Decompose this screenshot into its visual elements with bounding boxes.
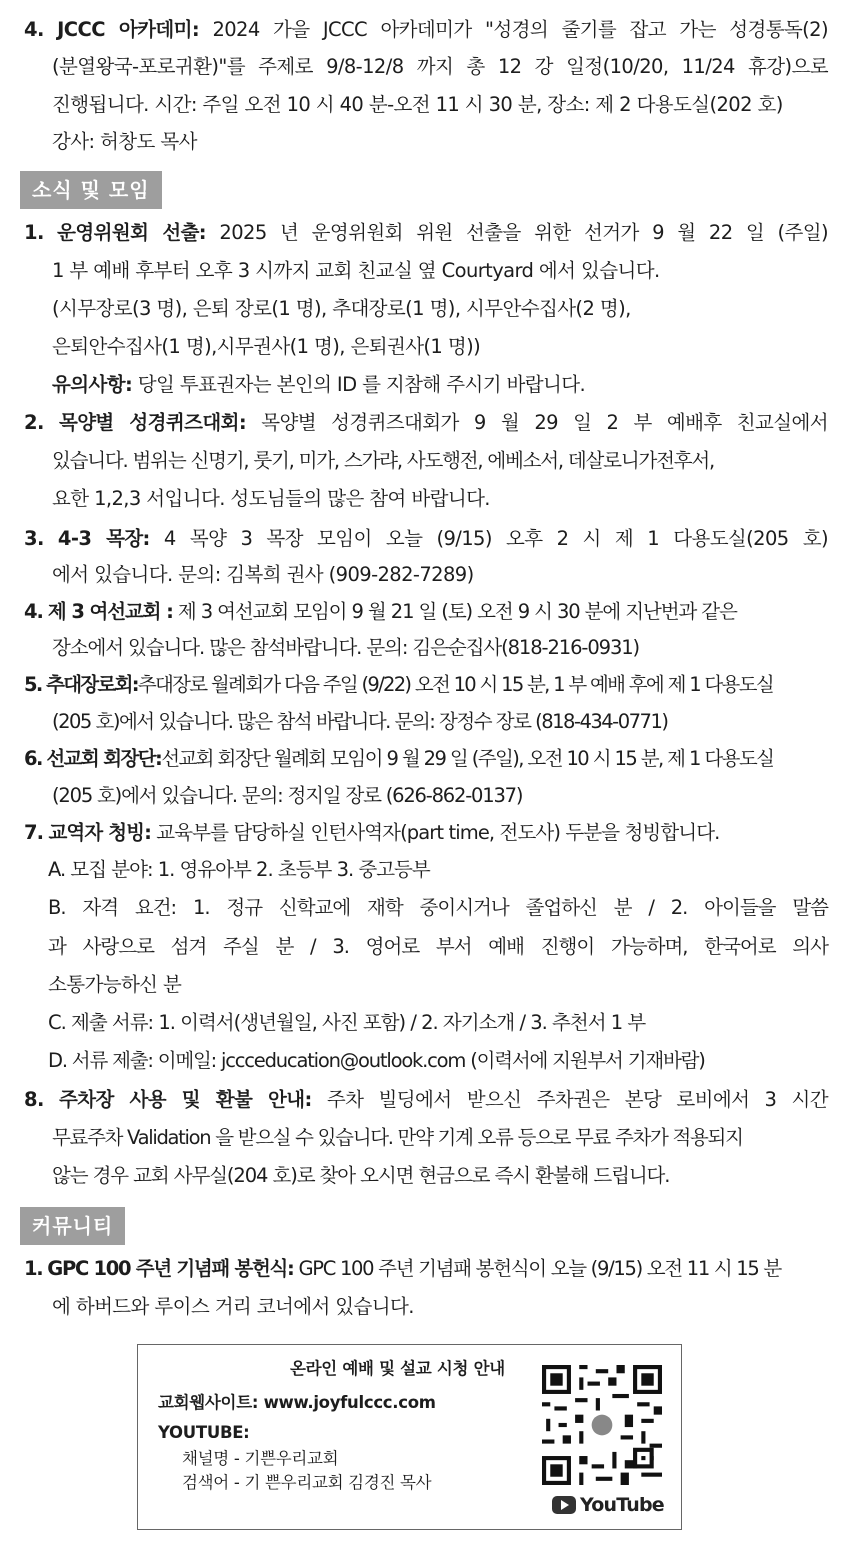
item-line: 5. 추대장로회:추대장로 월례회가 다음 주일 (9/22) 오전 10 시 15 분, 1 부 예배 후에 제 1 다용도실 — [24, 673, 773, 696]
item-line: D. 서류 제출: 이메일: jccceducation@outlook.com (이력서에 지원부서 기재바람) — [48, 1049, 705, 1072]
item-line: C. 제출 서류: 1. 이력서(생년월일, 사진 포함) / 2. 자기소개 / 3. 추천서 1 부 — [48, 1011, 646, 1034]
item-line: (205 호)에서 있습니다. 많은 참석 바랍니다. 문의: 장정수 장로 (818-434-0771) — [52, 710, 668, 733]
item-line: 에서 있습니다. 문의: 김복희 권사 (909-282-7289) — [52, 563, 474, 586]
item-line: 1. GPC 100 주년 기념패 봉헌식: GPC 100 주년 기념패 봉헌식이 오늘 (9/15) 오전 11 시 15 분 — [24, 1257, 781, 1280]
item-line: 7. 교역자 청빙: 교육부를 담당하실 인턴사역자(part time, 전도사) 두분을 청빙합니다. — [24, 821, 720, 844]
item-line: 2. 목양별 성경퀴즈대회: 목양별 성경퀴즈대회가 9 월 29 일 2 부 예배후 친교실에서 — [24, 411, 828, 434]
item-line: 유의사항: 당일 투표권자는 본인의 ID 를 지참해 주시기 바랍니다. — [52, 373, 586, 396]
item-line: 강사: 허창도 목사 — [52, 130, 197, 153]
website-line[interactable]: 교회웹사이트: www.joyfulccc.com — [158, 1393, 436, 1412]
youtube-label: YOUTUBE: — [158, 1423, 250, 1442]
item-line: 않는 경우 교회 사무실(204 호)로 찾아 오시면 현금으로 즉시 환불해 드립니다. — [52, 1164, 670, 1187]
item-line: B. 자격 요건: 1. 정규 신학교에 재학 중이시거나 졸업하신 분 / 2. 아이들을 말씀 — [48, 896, 828, 919]
item-line: (분열왕국-포로귀환)"를 주제로 9/8-12/8 까지 총 12 강 일정(10/20, 11/24 휴강)으로 — [52, 55, 828, 78]
item-line: 무료주차 Validation 을 받으실 수 있습니다. 만약 기계 오류 등으로 무료 주차가 적용되지 — [52, 1126, 743, 1149]
item-line: (시무장로(3 명), 은퇴 장로(1 명), 추대장로(1 명), 시무안수집사(2 명), — [52, 297, 631, 320]
item-line: 은퇴안수집사(1 명),시무권사(1 명), 은퇴권사(1 명)) — [52, 335, 481, 358]
qr-code-icon[interactable] — [542, 1365, 662, 1485]
item-line: A. 모집 분야: 1. 영유아부 2. 초등부 3. 중고등부 — [48, 858, 430, 881]
item-line: 요한 1,2,3 서입니다. 성도님들의 많은 참여 바랍니다. — [52, 487, 490, 510]
item-line: 6. 선교회 회장단:선교회 회장단 월례회 모임이 9 월 29 일 (주일), 오전 10 시 15 분, 제 1 다용도실 — [24, 747, 774, 770]
item-line: 에 하버드와 루이스 거리 코너에서 있습니다. — [52, 1295, 414, 1318]
item-line: 과 사랑으로 섬겨 주실 분 / 3. 영어로 부서 예배 진행이 가능하며, 한국어로 의사 — [48, 935, 828, 958]
item-line: (205 호)에서 있습니다. 문의: 정지일 장로 (626-862-0137) — [52, 784, 523, 807]
online-worship-box — [137, 1344, 682, 1530]
search-term: 검색어 - 기 쁜우리교회 김경진 목사 — [182, 1473, 432, 1492]
item-line: 3. 4-3 목장: 4 목양 3 목장 모임이 오늘 (9/15) 오후 2 시 제 1 다용도실(205 호) — [24, 527, 828, 550]
item-line: 8. 주차장 사용 및 환불 안내: 주차 빌딩에서 받으신 주차권은 본당 로비에서 3 시간 — [24, 1088, 829, 1111]
item-line: 4. JCCC 아카데미: 2024 가을 JCCC 아카데미가 "성경의 줄기를 잡고 가는 성경통독(2) — [24, 18, 828, 41]
item-line: 장소에서 있습니다. 많은 참석바랍니다. 문의: 김은순집사(818-216-0931) — [52, 636, 640, 659]
section-badge-news: 소식 및 모임 — [20, 171, 162, 209]
item-line: 4. 제 3 여선교회 : 제 3 여선교회 모임이 9 월 21 일 (토) 오전 9 시 30 분에 지난번과 같은 — [24, 600, 737, 623]
item-line: 진행됩니다. 시간: 주일 오전 10 시 40 분-오전 11 시 30 분, 장소: 제 2 다용도실(202 호) — [52, 93, 783, 116]
section-badge-community: 커뮤니티 — [20, 1207, 125, 1245]
play-icon — [552, 1496, 576, 1514]
online-box-title: 온라인 예배 및 설교 시청 안내 — [290, 1359, 505, 1378]
item-line: 1 부 예배 후부터 오후 3 시까지 교회 친교실 옆 Courtyard 에서 있습니다. — [52, 259, 660, 282]
item-line: 1. 운영위원회 선출: 2025 년 운영위원회 위원 선출을 위한 선거가 9 월 22 일 (주일) — [24, 221, 828, 244]
youtube-logo[interactable]: YouTube — [552, 1492, 664, 1518]
channel-name: 채널명 - 기쁜우리교회 — [182, 1449, 339, 1468]
item-line: 소통가능하신 분 — [48, 973, 182, 996]
item-line: 있습니다. 범위는 신명기, 룻기, 미가, 스가랴, 사도행전, 에베소서, 데살로니가전후서, — [52, 449, 714, 472]
